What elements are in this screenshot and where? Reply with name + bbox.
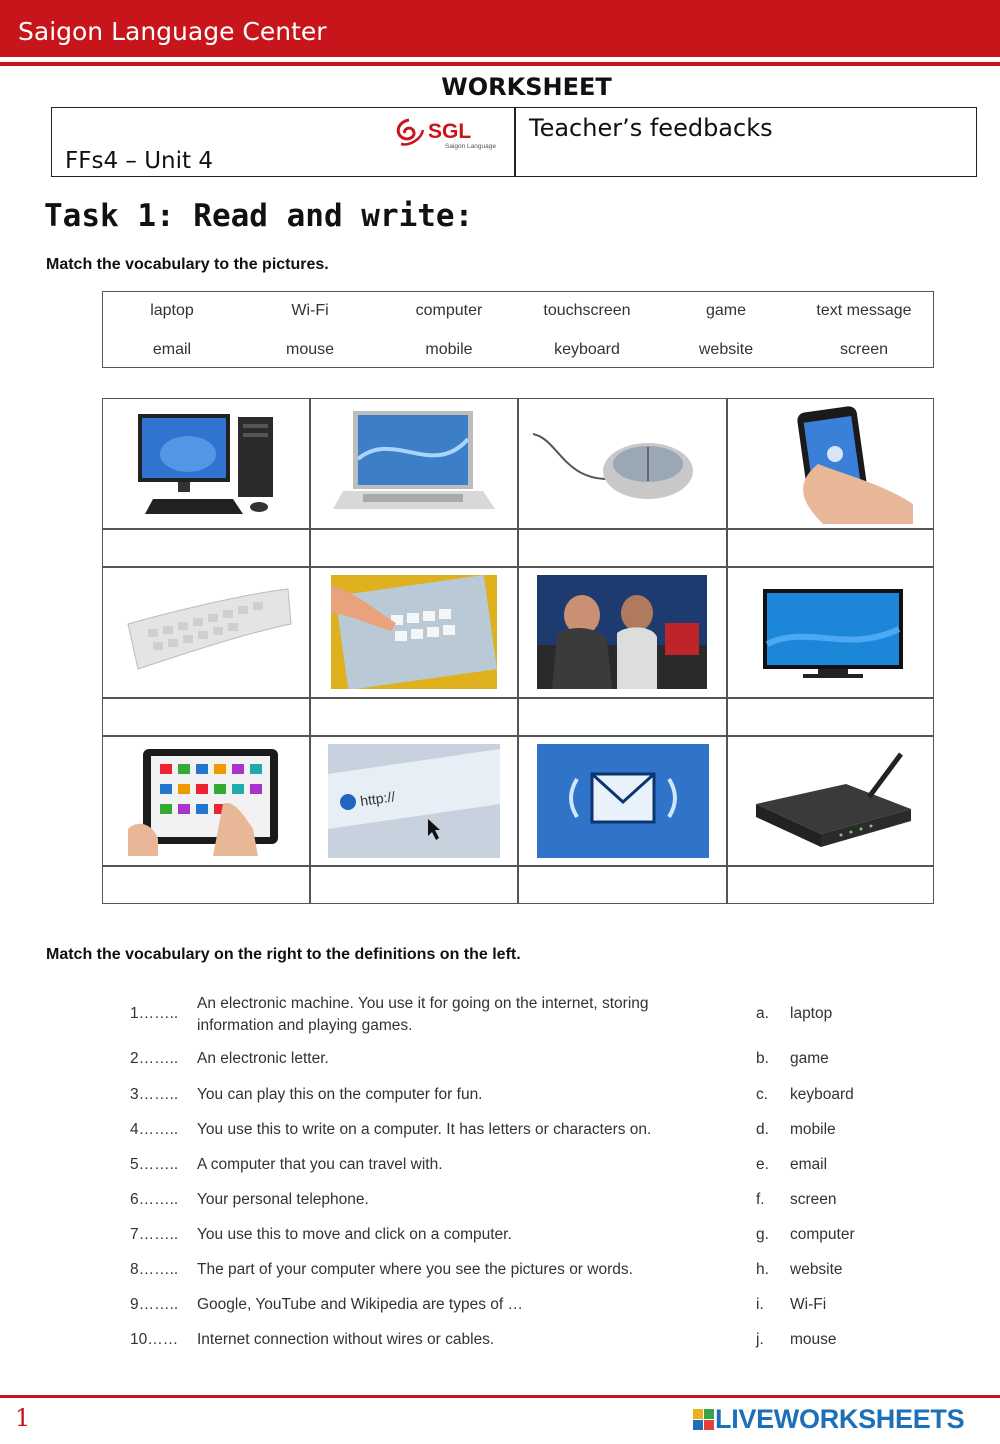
option-letter: f. [756, 1191, 765, 1208]
definition-text: Internet connection without wires or cables. [197, 1331, 495, 1348]
touchscreen-picture [331, 575, 497, 689]
option-letter: d. [756, 1121, 769, 1138]
keyboard-picture [123, 584, 293, 674]
option-word: website [790, 1261, 843, 1278]
vocab-word: screen [839, 341, 889, 358]
definition-text: The part of your computer where you see the pictures or words. [197, 1261, 633, 1278]
option-letter: h. [756, 1261, 769, 1278]
tablet-picture [128, 744, 288, 856]
vocab-word: email [152, 341, 192, 358]
definition-text: You use this to move and click on a computer. [197, 1226, 512, 1243]
option-word: laptop [790, 1005, 833, 1022]
worksheet-title: WORKSHEET [441, 73, 612, 101]
vocab-word: laptop [150, 302, 194, 319]
definition-text: You use this to write on a computer. It has letters or characters on. [197, 1121, 652, 1138]
info-divider [514, 108, 516, 176]
option-letter: c. [756, 1086, 769, 1103]
vocab-word: Wi-Fi [291, 302, 329, 319]
sgl-logo-text: SGL [428, 120, 472, 143]
definition-text: Your personal telephone. [197, 1191, 369, 1208]
option-word: mouse [790, 1331, 837, 1348]
laptop-picture [333, 409, 498, 519]
definition-number: 7…….. [130, 1226, 179, 1243]
option-word: mobile [790, 1121, 836, 1138]
vocab-word: text message [816, 302, 912, 319]
screen-picture [758, 584, 908, 684]
feedback-label: Teacher’s feedbacks [529, 114, 773, 142]
definition-number: 9…….. [130, 1296, 179, 1313]
sgl-logo [395, 116, 510, 150]
option-letter: a. [756, 1005, 769, 1022]
vocab-word: keyboard [554, 341, 620, 358]
svg-text:http://: http:// [359, 788, 397, 809]
vocab-box [102, 291, 934, 368]
vocab-word: mouse [285, 341, 335, 358]
info-box [51, 107, 977, 177]
definition-number: 5…….. [130, 1156, 179, 1173]
definition-text: You can play this on the computer for fun. [197, 1086, 483, 1103]
task-title: Task 1: Read and write: [44, 198, 474, 234]
vocab-word: website [698, 341, 754, 358]
liveworksheets-text: LIVEWORKSHEETS [715, 1404, 965, 1434]
website-picture [328, 744, 500, 858]
liveworksheets-logo [693, 1406, 993, 1436]
definition-number: 2…….. [130, 1050, 179, 1067]
definition-number: 10…… [130, 1331, 179, 1348]
option-word: game [790, 1050, 829, 1067]
vocab-word: computer [415, 302, 483, 319]
definition-number: 8…….. [130, 1261, 179, 1278]
option-letter: i. [756, 1296, 764, 1313]
option-letter: j. [756, 1331, 764, 1348]
option-letter: e. [756, 1156, 769, 1173]
vocab-word: mobile [425, 341, 473, 358]
page-number: 1 [15, 1404, 31, 1432]
definition-text: An electronic letter. [197, 1050, 329, 1067]
definition-number: 3…….. [130, 1086, 179, 1103]
instruction-pictures: Match the vocabulary to the pictures. [46, 256, 329, 273]
footer-rule [0, 1395, 1000, 1398]
sgl-logo-subtext: Saigon Language [445, 143, 496, 150]
definition-number: 4…….. [130, 1121, 179, 1138]
option-word: Wi-Fi [790, 1296, 827, 1313]
liveworksheets-icon [693, 1409, 715, 1431]
definition-text: Google, YouTube and Wikipedia are types of … [197, 1296, 523, 1313]
mobile-phone-picture [763, 404, 913, 524]
definition-number: 1…….. [130, 1005, 179, 1022]
definition-number: 6…….. [130, 1191, 179, 1208]
game-picture [537, 575, 707, 689]
option-word: keyboard [790, 1086, 854, 1103]
option-word: computer [790, 1226, 855, 1243]
picture-grid [102, 398, 934, 904]
option-word: email [790, 1156, 828, 1173]
option-letter: b. [756, 1050, 769, 1067]
header-rule [0, 62, 1000, 66]
vocab-word: game [705, 302, 747, 319]
computer-picture [133, 409, 283, 519]
header-title: Saigon Language Center [18, 17, 327, 46]
vocab-word: touchscreen [543, 302, 631, 319]
definition-text: An electronic machine. You use it for going on the internet, storing information and playing games. [197, 995, 649, 1034]
email-picture [537, 744, 709, 858]
mouse-picture [528, 419, 708, 509]
wifi-router-picture [751, 749, 921, 854]
option-word: screen [790, 1191, 837, 1208]
definition-text: A computer that you can travel with. [197, 1156, 443, 1173]
instruction-definitions: Match the vocabulary on the right to the definitions on the left. [46, 946, 521, 963]
unit-label: FFs4 – Unit 4 [65, 148, 213, 174]
option-letter: g. [756, 1226, 769, 1243]
